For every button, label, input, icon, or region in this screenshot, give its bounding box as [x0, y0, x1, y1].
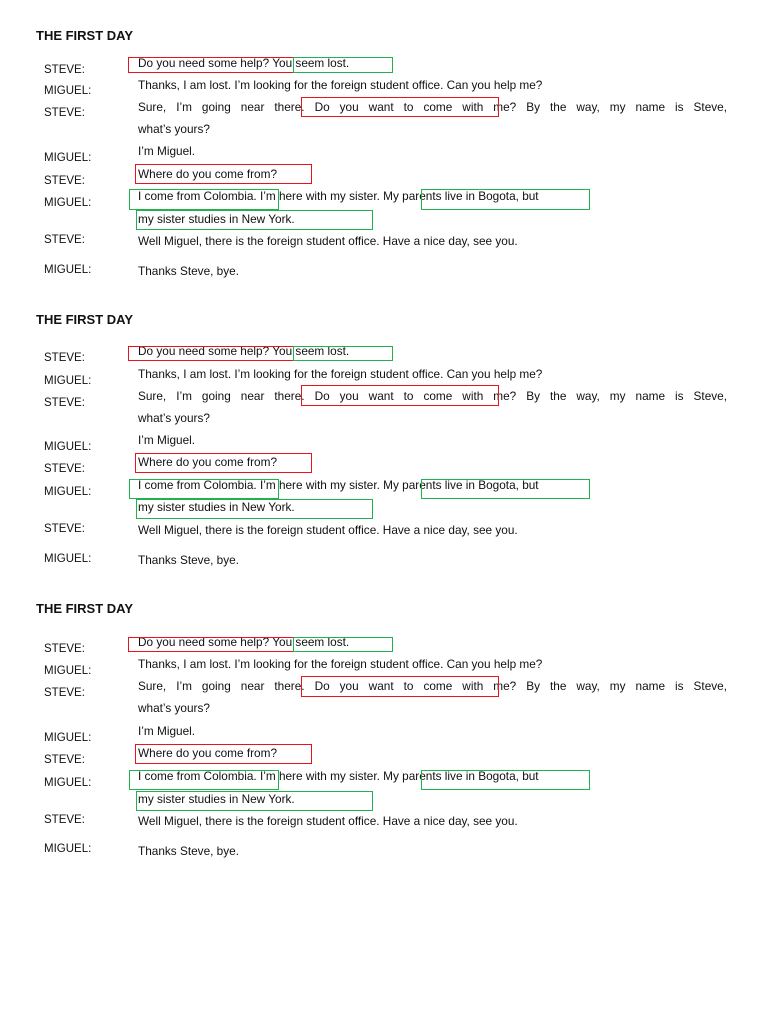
speaker-label: MIGUEL:	[44, 375, 92, 387]
speaker-label: STEVE:	[44, 814, 85, 826]
dialogue-line: Sure, I’m going near there. Do you want to come with me? By the way, my name is Steve,	[138, 100, 727, 114]
speaker-label: MIGUEL:	[44, 152, 92, 164]
dialogue-line: Well Miguel, there is the foreign student office. Have a nice day, see you.	[138, 523, 518, 537]
speaker-label: MIGUEL:	[44, 665, 92, 677]
speaker-label: STEVE:	[44, 397, 85, 409]
dialogue-line: I come from Colombia. I’m here with my sister. My parents live in Bogota, but	[138, 769, 539, 783]
speaker-label: MIGUEL:	[44, 553, 92, 565]
dialogue-line: my sister studies in New York.	[138, 792, 295, 806]
dialogue-line: Where do you come from?	[138, 746, 277, 760]
dialogue-line: Thanks, I am lost. I’m looking for the foreign student office. Can you help me?	[138, 657, 543, 671]
dialogue-line: I’m Miguel.	[138, 433, 196, 447]
dialogue-line: Well Miguel, there is the foreign student office. Have a nice day, see you.	[138, 814, 518, 828]
speaker-label: MIGUEL:	[44, 441, 92, 453]
speaker-label: MIGUEL:	[44, 843, 92, 855]
red-highlight-box	[301, 97, 499, 117]
section-title: THE FIRST DAY	[36, 312, 134, 327]
dialogue-line: Sure, I’m going near there. Do you want to come with me? By the way, my name is Steve,	[138, 389, 727, 403]
green-highlight-box	[129, 189, 279, 210]
speaker-label: MIGUEL:	[44, 85, 92, 97]
dialogue-line: my sister studies in New York.	[138, 500, 295, 514]
dialogue-line: what’s yours?	[138, 411, 210, 425]
red-highlight-box	[301, 676, 499, 697]
dialogue-line: Thanks Steve, bye.	[138, 553, 239, 567]
dialogue-line: Where do you come from?	[138, 167, 277, 181]
speaker-label: STEVE:	[44, 687, 85, 699]
dialogue-line: Well Miguel, there is the foreign student office. Have a nice day, see you.	[138, 234, 518, 248]
dialogue-line: Thanks Steve, bye.	[138, 844, 239, 858]
dialogue-section-3	[0, 601, 768, 891]
red-highlight-box	[128, 57, 294, 73]
dialogue-line: what’s yours?	[138, 122, 210, 136]
red-highlight-box	[135, 453, 312, 473]
dialogue-line: Do you need some help? You seem lost.	[138, 56, 350, 70]
speaker-label: MIGUEL:	[44, 777, 92, 789]
green-highlight-box	[136, 791, 373, 811]
speaker-label: MIGUEL:	[44, 732, 92, 744]
red-highlight-box	[128, 637, 294, 652]
dialogue-line: Thanks, I am lost. I’m looking for the foreign student office. Can you help me?	[138, 78, 543, 92]
green-highlight-box	[129, 770, 279, 790]
dialogue-line: Thanks Steve, bye.	[138, 264, 239, 278]
speaker-label: STEVE:	[44, 523, 85, 535]
speaker-label: STEVE:	[44, 352, 85, 364]
dialogue-line: I come from Colombia. I’m here with my sister. My parents live in Bogota, but	[138, 478, 539, 492]
red-highlight-box	[128, 346, 294, 361]
dialogue-line: Do you need some help? You seem lost.	[138, 635, 350, 649]
speaker-label: STEVE:	[44, 64, 85, 76]
speaker-label: STEVE:	[44, 175, 85, 187]
dialogue-line: I’m Miguel.	[138, 144, 196, 158]
dialogue-section-1	[0, 28, 768, 318]
green-highlight-box	[421, 189, 590, 210]
speaker-label: STEVE:	[44, 234, 85, 246]
red-highlight-box	[135, 164, 312, 184]
green-highlight-box	[421, 479, 590, 499]
speaker-label: MIGUEL:	[44, 486, 92, 498]
green-highlight-box	[136, 499, 373, 519]
speaker-label: STEVE:	[44, 754, 85, 766]
dialogue-line: Where do you come from?	[138, 455, 277, 469]
speaker-label: STEVE:	[44, 463, 85, 475]
dialogue-line: I’m Miguel.	[138, 724, 196, 738]
green-highlight-box	[293, 57, 393, 73]
dialogue-line: I come from Colombia. I’m here with my sister. My parents live in Bogota, but	[138, 189, 539, 203]
section-title: THE FIRST DAY	[36, 28, 134, 43]
dialogue-section-2	[0, 312, 768, 602]
speaker-label: STEVE:	[44, 107, 85, 119]
dialogue-line: what’s yours?	[138, 701, 210, 715]
green-highlight-box	[293, 637, 393, 652]
speaker-label: MIGUEL:	[44, 197, 92, 209]
dialogue-line: my sister studies in New York.	[138, 212, 295, 226]
speaker-label: STEVE:	[44, 643, 85, 655]
green-highlight-box	[129, 479, 279, 499]
red-highlight-box	[301, 385, 499, 406]
dialogue-line: Thanks, I am lost. I’m looking for the foreign student office. Can you help me?	[138, 367, 543, 381]
green-highlight-box	[293, 346, 393, 361]
dialogue-line: Sure, I’m going near there. Do you want to come with me? By the way, my name is Steve,	[138, 679, 727, 693]
speaker-label: MIGUEL:	[44, 264, 92, 276]
dialogue-line: Do you need some help? You seem lost.	[138, 344, 350, 358]
red-highlight-box	[135, 744, 312, 764]
green-highlight-box	[421, 770, 590, 790]
green-highlight-box	[136, 210, 373, 230]
section-title: THE FIRST DAY	[36, 601, 134, 616]
